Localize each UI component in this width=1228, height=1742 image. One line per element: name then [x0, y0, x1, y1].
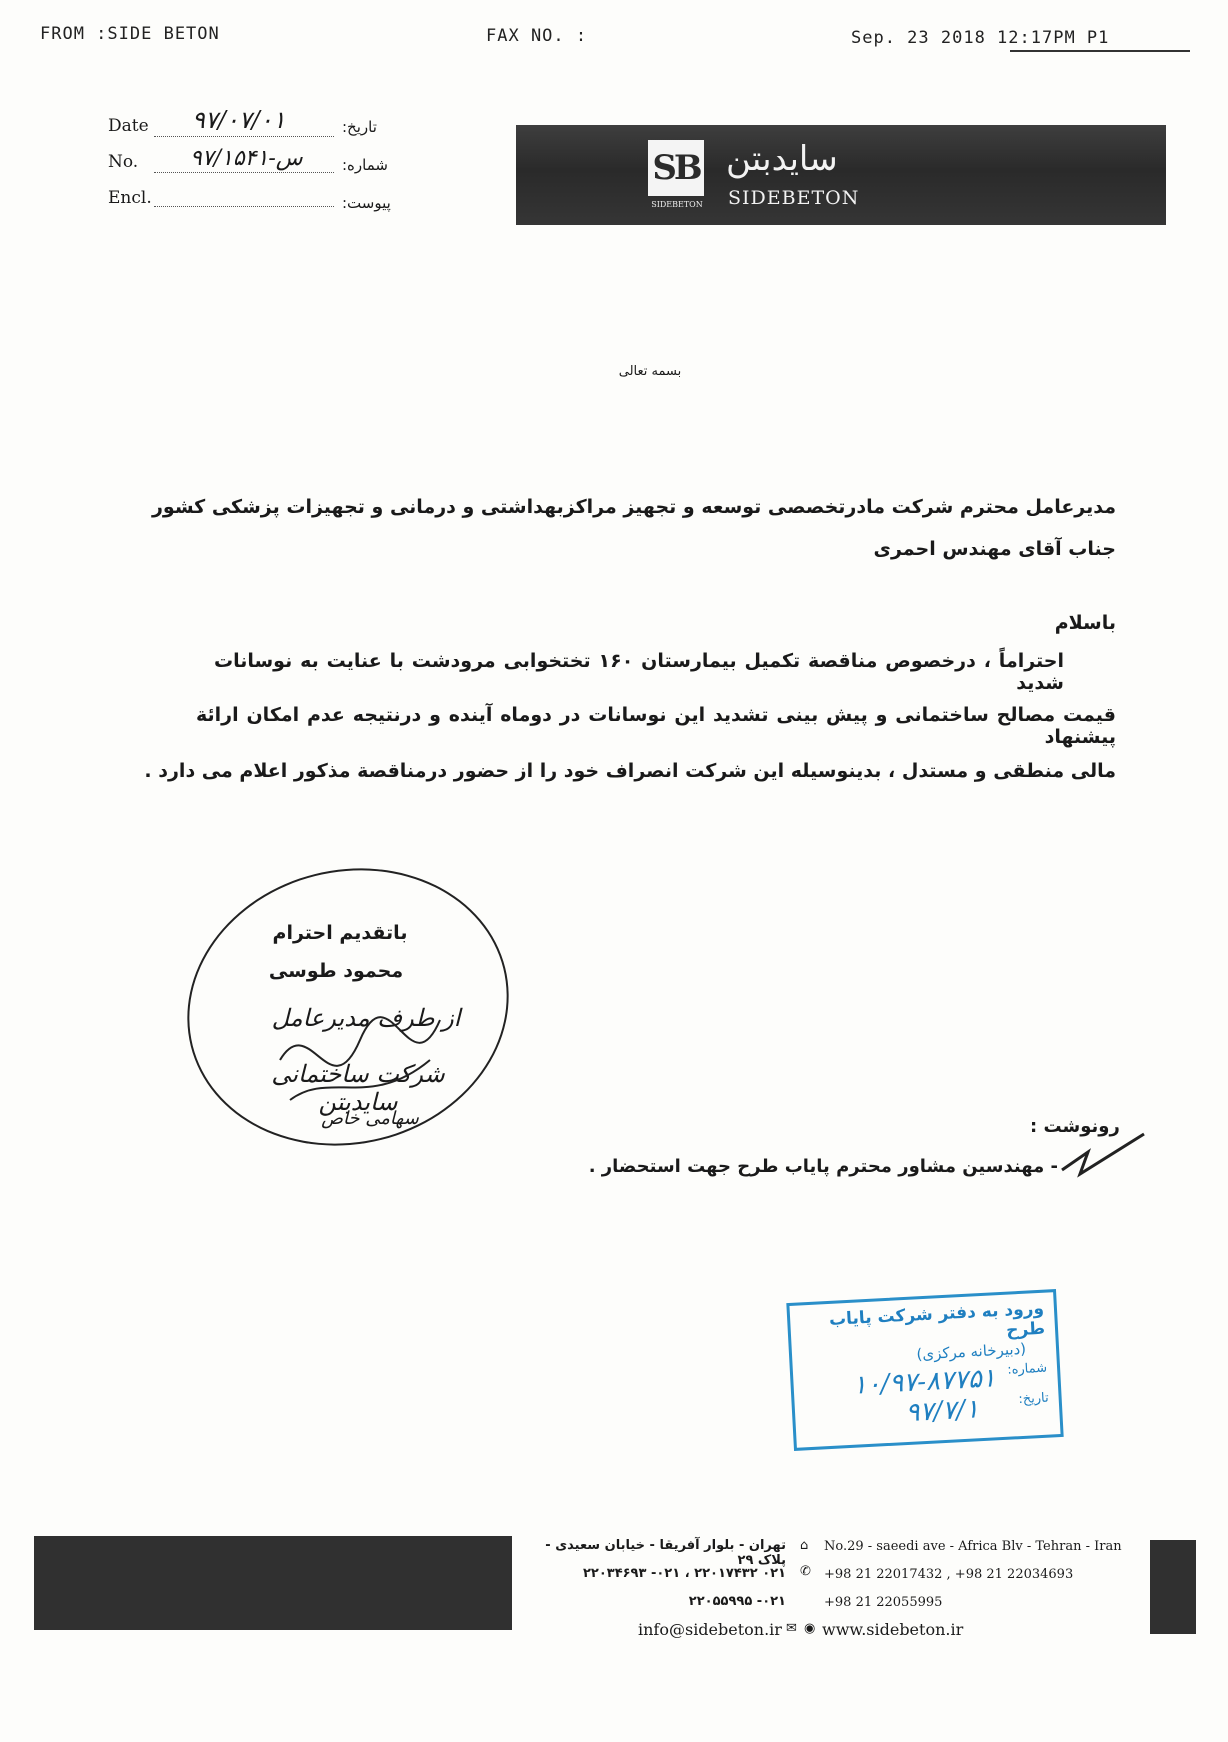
mail-icon: ✉: [786, 1621, 797, 1636]
company-logo-subtext: SIDEBETON: [651, 200, 703, 209]
signature-scribble: [270, 1000, 450, 1120]
signature-handwritten-1: از طرف مدیرعامل: [271, 1004, 461, 1032]
signature-closing: باتقدیم احترام: [272, 922, 408, 944]
stamp-date-label: تاریخ:: [1018, 1390, 1050, 1408]
body-line-1: احتراماً ، درخصوص مناقصة تکمیل بیمارستان ۱۶۰ تختخوابی مرودشت با عنایت به نوسانات شدید: [214, 650, 1064, 694]
company-name-fa: سایدبتن: [726, 139, 838, 179]
footer-fax-fa: ۰۲۱- ۲۲۰۵۵۹۹۵: [688, 1594, 786, 1609]
enclosure-label-fa: پیوست:: [342, 194, 391, 212]
letterhead-date-field: [108, 106, 398, 142]
number-dotted-line: [154, 172, 334, 173]
letterhead-number-field: [108, 146, 398, 180]
cc-item: - مهندسین مشاور محترم پایاب طرح جهت استحضار .: [588, 1156, 1058, 1177]
stamp-line-2: (دبیرخانه مرکزی): [916, 1339, 1027, 1364]
fax-number: FAX NO. :: [486, 26, 588, 46]
footer-email: info@sidebeton.ir: [638, 1620, 782, 1639]
footer-address-fa: تهران - بلوار آفریقا - خیابان سعیدی - پلاک ۲۹: [545, 1538, 786, 1568]
footer-fax-en: +98 21 22055995: [824, 1595, 943, 1610]
stamp-number-value: ۱۰/۹۷-۸۷۷۵۱: [851, 1363, 997, 1401]
date-dotted-line: [154, 136, 334, 137]
stamp-date-value: ۹۷/۷/۱: [904, 1394, 980, 1429]
letterhead-enclosure-field: [108, 188, 398, 216]
date-label-fa: تاریخ:: [342, 118, 377, 136]
signature-handwritten-3: سهامی خاص: [321, 1108, 419, 1129]
footer-bar-right: [1150, 1540, 1196, 1634]
cc-label: رونوشت :: [1030, 1116, 1120, 1137]
globe-icon: ◉: [804, 1621, 816, 1636]
fax-datetime: Sep. 23 2018 12:17PM P1: [851, 28, 1110, 48]
footer-address-en: No.29 - saeedi ave - Africa Blv - Tehran - Iran: [824, 1539, 1122, 1554]
signature-handwritten-2: شرکت ساختمانی سایدبتن: [271, 1060, 445, 1116]
recipient-line-1: مدیرعامل محترم شرکت مادرتخصصی توسعه و تجهیز مراکزبهداشتی و درمانی و تجهیزات پزشکی کشور: [151, 496, 1116, 518]
stamp-number-label: شماره:: [1006, 1360, 1048, 1378]
footer-website: www.sidebeton.ir: [822, 1620, 964, 1639]
received-stamp: [786, 1289, 1063, 1451]
home-icon: ⌂: [800, 1538, 809, 1553]
recipient-line-2: جناب آقای مهندس احمری: [873, 538, 1116, 560]
date-label-en: Date: [108, 116, 149, 136]
fax-header-underline: [1010, 50, 1190, 52]
cc-pen-mark: [1058, 1130, 1148, 1180]
signature-name: محمود طوسی: [268, 960, 404, 982]
body-line-2: قیمت مصالح ساختمانی و پیش بینی تشدید این نوسانات در دوماه آینده و درنتیجه عدم امکان ارائة پیشنهاد: [196, 704, 1116, 748]
number-label-fa: شماره:: [342, 156, 388, 174]
enclosure-dotted-line: [154, 206, 334, 207]
stamp-line-1: ورود به دفتر شرکت پایاب طرح: [828, 1298, 1046, 1341]
footer-bar-left: [34, 1536, 512, 1630]
number-label-en: No.: [108, 152, 139, 172]
number-value: س-۹۷/۱۵۴۱: [190, 146, 303, 171]
company-logo-mark: SB: [648, 140, 704, 196]
enclosure-label-en: Encl.: [108, 188, 152, 208]
greeting: باسلام: [1054, 612, 1116, 634]
basmala: بسمه تعالی: [618, 364, 682, 379]
body-line-3: مالی منطقی و مستدل ، بدینوسیله این شرکت انصراف خود را از حضور درمناقصة مذکور اعلام می دارد .: [144, 760, 1116, 782]
footer-phone-en: +98 21 22017432 , +98 21 22034693: [824, 1567, 1074, 1582]
fax-from: FROM :SIDE BETON: [40, 24, 220, 44]
phone-icon: ✆: [800, 1564, 811, 1579]
footer-phone-fa: ۰۲۱ ۲۲۰۱۷۴۳۲ ، ۰۲۱- ۲۲۰۳۴۶۹۳: [582, 1566, 786, 1581]
company-logo-banner: [516, 125, 1166, 225]
date-value: ۹۷/۰۷/۰۱: [192, 106, 286, 134]
company-name-en: SIDEBETON: [728, 187, 860, 209]
